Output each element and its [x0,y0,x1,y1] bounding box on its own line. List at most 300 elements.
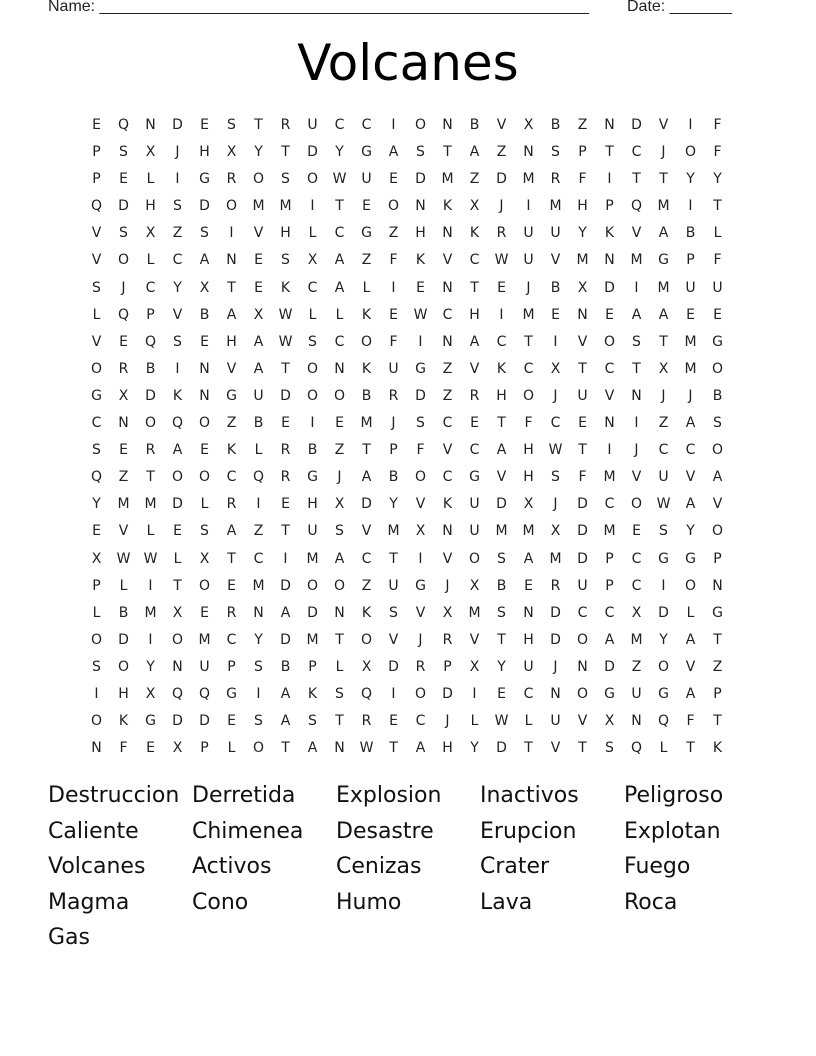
grid-cell: D [280,631,291,648]
grid-cell: A [658,306,669,323]
grid-cell: L [524,713,533,730]
grid-cell: R [280,117,291,133]
grid-cell: N [334,360,345,377]
grid-cell: N [415,198,426,215]
grid-cell: N [523,144,534,161]
grid-cell: C [415,713,426,730]
grid-cell: N [442,523,453,540]
grid-cell: U [388,360,399,377]
name-field: Name: _______________________________________________________ [48,0,589,15]
grid-cell: O [144,415,157,432]
grid-cell: V [631,469,642,486]
grid-cell: B [361,387,372,404]
grid-cell: N [253,604,264,621]
grid-cell: A [631,306,642,323]
grid-cell: E [200,117,209,133]
grid-cell: U [469,496,480,513]
grid-cell: I [229,225,234,242]
grid-cell: X [172,604,183,621]
grid-cell: H [199,144,210,161]
grid-cell: Y [389,496,398,513]
grid-cell: L [227,740,236,757]
grid-cell: E [389,306,398,323]
grid-cell: Z [712,658,723,675]
grid-cell: Y [659,631,668,648]
grid-cell: R [442,631,453,648]
grid-cell: Z [577,117,588,133]
grid-cell: E [281,415,290,432]
grid-cell: T [389,550,398,567]
grid-cell: X [91,550,102,567]
grid-cell: L [173,550,182,567]
grid-cell: X [631,604,642,621]
grid-cell: I [607,171,612,188]
grid-cell: L [146,523,155,540]
grid-cell: H [496,387,507,404]
grid-cell: W [143,550,158,567]
grid-cell: V [442,550,453,567]
grid-cell: M [657,279,670,296]
grid-cell: I [634,415,639,432]
grid-cell: T [281,360,290,377]
grid-cell: I [148,631,153,648]
grid-cell: O [333,387,346,404]
grid-cell: L [335,306,344,323]
header-fields [48,0,748,20]
grid-cell: E [92,117,101,133]
grid-cell: G [226,685,237,702]
grid-cell: R [280,442,291,459]
grid-cell: R [226,604,237,621]
grid-cell: H [523,631,534,648]
grid-cell: R [388,387,399,404]
grid-cell: O [306,171,319,188]
grid-cell: N [631,713,642,730]
grid-cell: S [605,740,614,757]
grid-cell: A [226,306,237,323]
grid-cell: Q [171,415,184,432]
grid-cell: I [94,685,99,702]
grid-cell: I [310,415,315,432]
grid-cell: B [253,415,264,432]
grid-cell: S [389,604,398,621]
grid-cell: U [469,523,480,540]
grid-cell: W [359,740,374,757]
grid-cell: W [494,713,509,730]
grid-cell: G [307,469,318,486]
grid-cell: O [90,360,103,377]
grid-cell: U [523,658,534,675]
grid-cell: L [200,496,209,513]
grid-cell: M [306,550,319,567]
grid-cell: F [389,333,398,350]
grid-cell: Q [171,685,184,702]
grid-cell: D [199,713,210,730]
grid-cell: U [361,171,372,188]
grid-cell: B [388,469,399,486]
grid-cell: E [686,306,695,323]
grid-cell: Y [470,740,479,757]
grid-cell: R [226,171,237,188]
grid-cell: E [200,604,209,621]
grid-cell: E [497,279,506,296]
grid-cell: E [281,496,290,513]
grid-cell: F [686,713,695,730]
grid-cell: G [145,713,156,730]
grid-cell: C [226,631,237,648]
grid-cell: W [656,496,671,513]
grid-cell: M [630,631,643,648]
grid-cell: F [389,252,398,269]
grid-cell: Q [117,117,130,133]
grid-cell: T [335,198,344,215]
grid-cell: V [658,117,669,133]
grid-cell: R [550,577,561,594]
grid-cell: D [577,496,588,513]
grid-cell: G [658,550,669,567]
grid-cell: D [307,144,318,161]
grid-cell: S [551,469,560,486]
grid-cell: M [684,360,697,377]
grid-cell: C [226,469,237,486]
grid-cell: E [416,279,425,296]
grid-cell: U [253,387,264,404]
grid-cell: T [605,144,614,161]
grid-cell: V [550,740,561,757]
grid-cell: E [389,713,398,730]
grid-cell: H [280,225,291,242]
word-list-item: Humo [336,889,402,915]
grid-cell: Z [496,144,507,161]
grid-cell: I [175,360,180,377]
grid-cell: P [389,442,398,459]
grid-cell: D [280,387,291,404]
grid-cell: F [416,442,425,459]
grid-cell: Y [254,631,263,648]
grid-cell: N [523,604,534,621]
grid-cell: S [335,685,344,702]
grid-cell: A [604,631,615,648]
grid-cell: C [631,577,642,594]
grid-cell: Y [686,171,695,188]
grid-cell: E [605,306,614,323]
grid-cell: I [391,279,396,296]
grid-cell: X [604,713,615,730]
grid-cell: Q [657,713,670,730]
grid-cell: V [415,604,426,621]
grid-cell: S [92,658,101,675]
grid-cell: C [145,279,156,296]
grid-cell: V [226,360,237,377]
grid-cell: O [684,144,697,161]
grid-cell: X [253,306,264,323]
grid-cell: M [252,577,265,594]
grid-cell: D [199,198,210,215]
grid-cell: M [495,523,508,540]
grid-cell: E [173,523,182,540]
grid-cell: E [578,415,587,432]
grid-cell: S [119,225,128,242]
grid-cell: M [549,198,562,215]
grid-cell: O [711,360,724,377]
grid-cell: W [413,306,428,323]
grid-cell: V [442,442,453,459]
grid-cell: T [578,360,587,377]
grid-cell: S [92,279,101,296]
grid-cell: D [577,523,588,540]
grid-cell: Y [173,279,182,296]
grid-cell: B [550,279,561,296]
grid-cell: V [685,658,696,675]
word-list-item: Explosion [336,783,442,808]
grid-cell: J [661,144,666,161]
grid-cell: J [526,279,531,296]
grid-cell: C [604,360,615,377]
grid-cell: S [335,523,344,540]
grid-cell: N [442,225,453,242]
grid-cell: M [441,171,454,188]
grid-cell: N [577,306,588,323]
grid-cell: A [685,496,696,513]
grid-cell: A [280,685,291,702]
grid-cell: Q [630,198,643,215]
grid-cell: Z [226,415,237,432]
grid-cell: T [281,144,290,161]
grid-cell: V [469,631,480,648]
grid-cell: E [200,442,209,459]
grid-cell: Z [658,415,669,432]
grid-cell: G [361,144,372,161]
grid-cell: H [523,442,534,459]
word-list-item: Magma [48,889,130,915]
grid-cell: T [362,442,371,459]
grid-cell: D [496,171,507,188]
grid-cell: C [523,360,534,377]
grid-cell: O [603,333,616,350]
grid-cell: E [254,252,263,269]
grid-cell: E [632,523,641,540]
grid-cell: H [307,496,318,513]
grid-cell: A [280,713,291,730]
grid-cell: Z [442,387,453,404]
grid-cell: Y [497,658,506,675]
grid-cell: A [469,144,480,161]
grid-cell: T [227,550,236,567]
grid-cell: P [92,577,101,594]
grid-cell: P [92,144,101,161]
grid-cell: W [332,171,347,188]
grid-cell: D [172,496,183,513]
grid-cell: A [658,225,669,242]
grid-cell: I [175,171,180,188]
grid-cell: K [415,252,426,269]
grid-cell: L [92,604,101,621]
grid-cell: C [631,550,642,567]
word-list-item: Peligroso [624,783,724,808]
grid-cell: X [145,685,156,702]
grid-cell: K [226,442,237,459]
grid-cell: R [280,469,291,486]
grid-cell: J [661,387,666,404]
grid-cell: U [577,577,588,594]
grid-cell: N [199,387,210,404]
grid-cell: U [631,685,642,702]
grid-cell: E [119,333,128,350]
grid-cell: O [171,469,184,486]
grid-cell: M [144,496,157,513]
grid-cell: M [684,333,697,350]
word-list-item: Cenizas [336,854,422,879]
grid-cell: C [442,306,453,323]
grid-cell: W [116,550,131,567]
grid-cell: G [361,225,372,242]
grid-cell: O [711,442,724,459]
grid-cell: J [418,631,423,648]
grid-cell: M [306,631,319,648]
grid-cell: C [577,604,588,621]
grid-cell: S [254,658,263,675]
grid-cell: E [524,577,533,594]
grid-cell: P [605,577,614,594]
grid-cell: B [550,117,561,133]
grid-cell: V [118,523,129,540]
grid-cell: D [496,496,507,513]
grid-cell: X [415,523,426,540]
grid-cell: P [227,658,236,675]
grid-cell: Y [578,225,587,242]
grid-cell: G [415,360,426,377]
grid-cell: E [200,333,209,350]
grid-cell: I [607,442,612,459]
grid-cell: K [496,360,507,377]
grid-cell: A [712,469,723,486]
grid-cell: N [604,415,615,432]
word-list-item: Inactivos [480,783,579,808]
grid-cell: E [227,713,236,730]
grid-cell: L [686,604,695,621]
word-list-item: Derretida [192,783,296,808]
grid-cell: U [199,658,210,675]
grid-cell: I [634,279,639,296]
grid-cell: K [361,360,372,377]
grid-cell: U [307,523,318,540]
grid-cell: O [306,387,319,404]
grid-cell: J [391,415,396,432]
grid-cell: K [307,685,318,702]
grid-cell: V [253,225,264,242]
grid-cell: P [92,171,101,188]
grid-cell: O [306,360,319,377]
grid-cell: D [118,631,129,648]
grid-cell: L [308,306,317,323]
grid-cell: H [442,740,453,757]
grid-cell: S [119,144,128,161]
grid-cell: N [199,360,210,377]
grid-cell: B [685,225,696,242]
grid-cell: B [199,306,210,323]
grid-cell: K [172,387,183,404]
grid-cell: Y [686,523,695,540]
grid-cell: R [496,225,507,242]
grid-cell: R [415,658,426,675]
grid-cell: V [604,387,615,404]
grid-cell: P [713,685,722,702]
grid-cell: O [198,415,211,432]
grid-cell: G [712,333,723,350]
grid-cell: T [713,713,722,730]
grid-cell: T [659,333,668,350]
grid-cell: D [604,279,615,296]
grid-cell: V [577,333,588,350]
grid-cell: O [306,577,319,594]
grid-cell: T [713,631,722,648]
grid-cell: C [685,442,696,459]
grid-cell: N [550,685,561,702]
grid-cell: H [523,469,534,486]
grid-cell: N [442,333,453,350]
grid-cell: G [415,577,426,594]
grid-cell: Y [335,144,344,161]
grid-cell: L [146,252,155,269]
grid-cell: M [360,415,373,432]
grid-cell: I [688,198,693,215]
grid-cell: B [307,442,318,459]
grid-cell: C [361,117,372,133]
grid-cell: D [604,658,615,675]
grid-cell: T [578,442,587,459]
grid-cell: S [200,225,209,242]
grid-cell: E [551,306,560,323]
word-list-item: Explotan [624,818,721,844]
grid-cell: Z [253,523,264,540]
grid-cell: C [334,225,345,242]
grid-cell: C [469,442,480,459]
grid-cell: H [469,306,480,323]
grid-cell: E [119,171,128,188]
grid-cell: N [172,658,183,675]
grid-cell: L [470,713,479,730]
grid-cell: J [553,387,558,404]
grid-cell: G [685,550,696,567]
grid-cell: A [307,740,318,757]
grid-cell: Q [90,198,103,215]
grid-cell: E [362,198,371,215]
grid-cell: O [576,631,589,648]
grid-cell: L [119,577,128,594]
grid-cell: X [469,658,480,675]
grid-cell: U [685,279,696,296]
grid-cell: E [92,523,101,540]
grid-cell: A [226,523,237,540]
grid-cell: X [226,144,237,161]
date-field: Date: _______ [627,0,732,15]
grid-cell: G [469,469,480,486]
grid-cell: X [361,658,372,675]
grid-cell: P [686,252,695,269]
grid-cell: A [172,442,183,459]
grid-cell: S [281,252,290,269]
grid-cell: N [631,387,642,404]
grid-cell: M [117,496,130,513]
grid-cell: M [279,198,292,215]
grid-cell: M [198,631,211,648]
grid-cell: A [253,360,264,377]
grid-cell: O [117,658,130,675]
grid-cell: F [713,252,722,269]
grid-cell: S [92,442,101,459]
grid-cell: S [308,333,317,350]
grid-cell: X [469,198,480,215]
